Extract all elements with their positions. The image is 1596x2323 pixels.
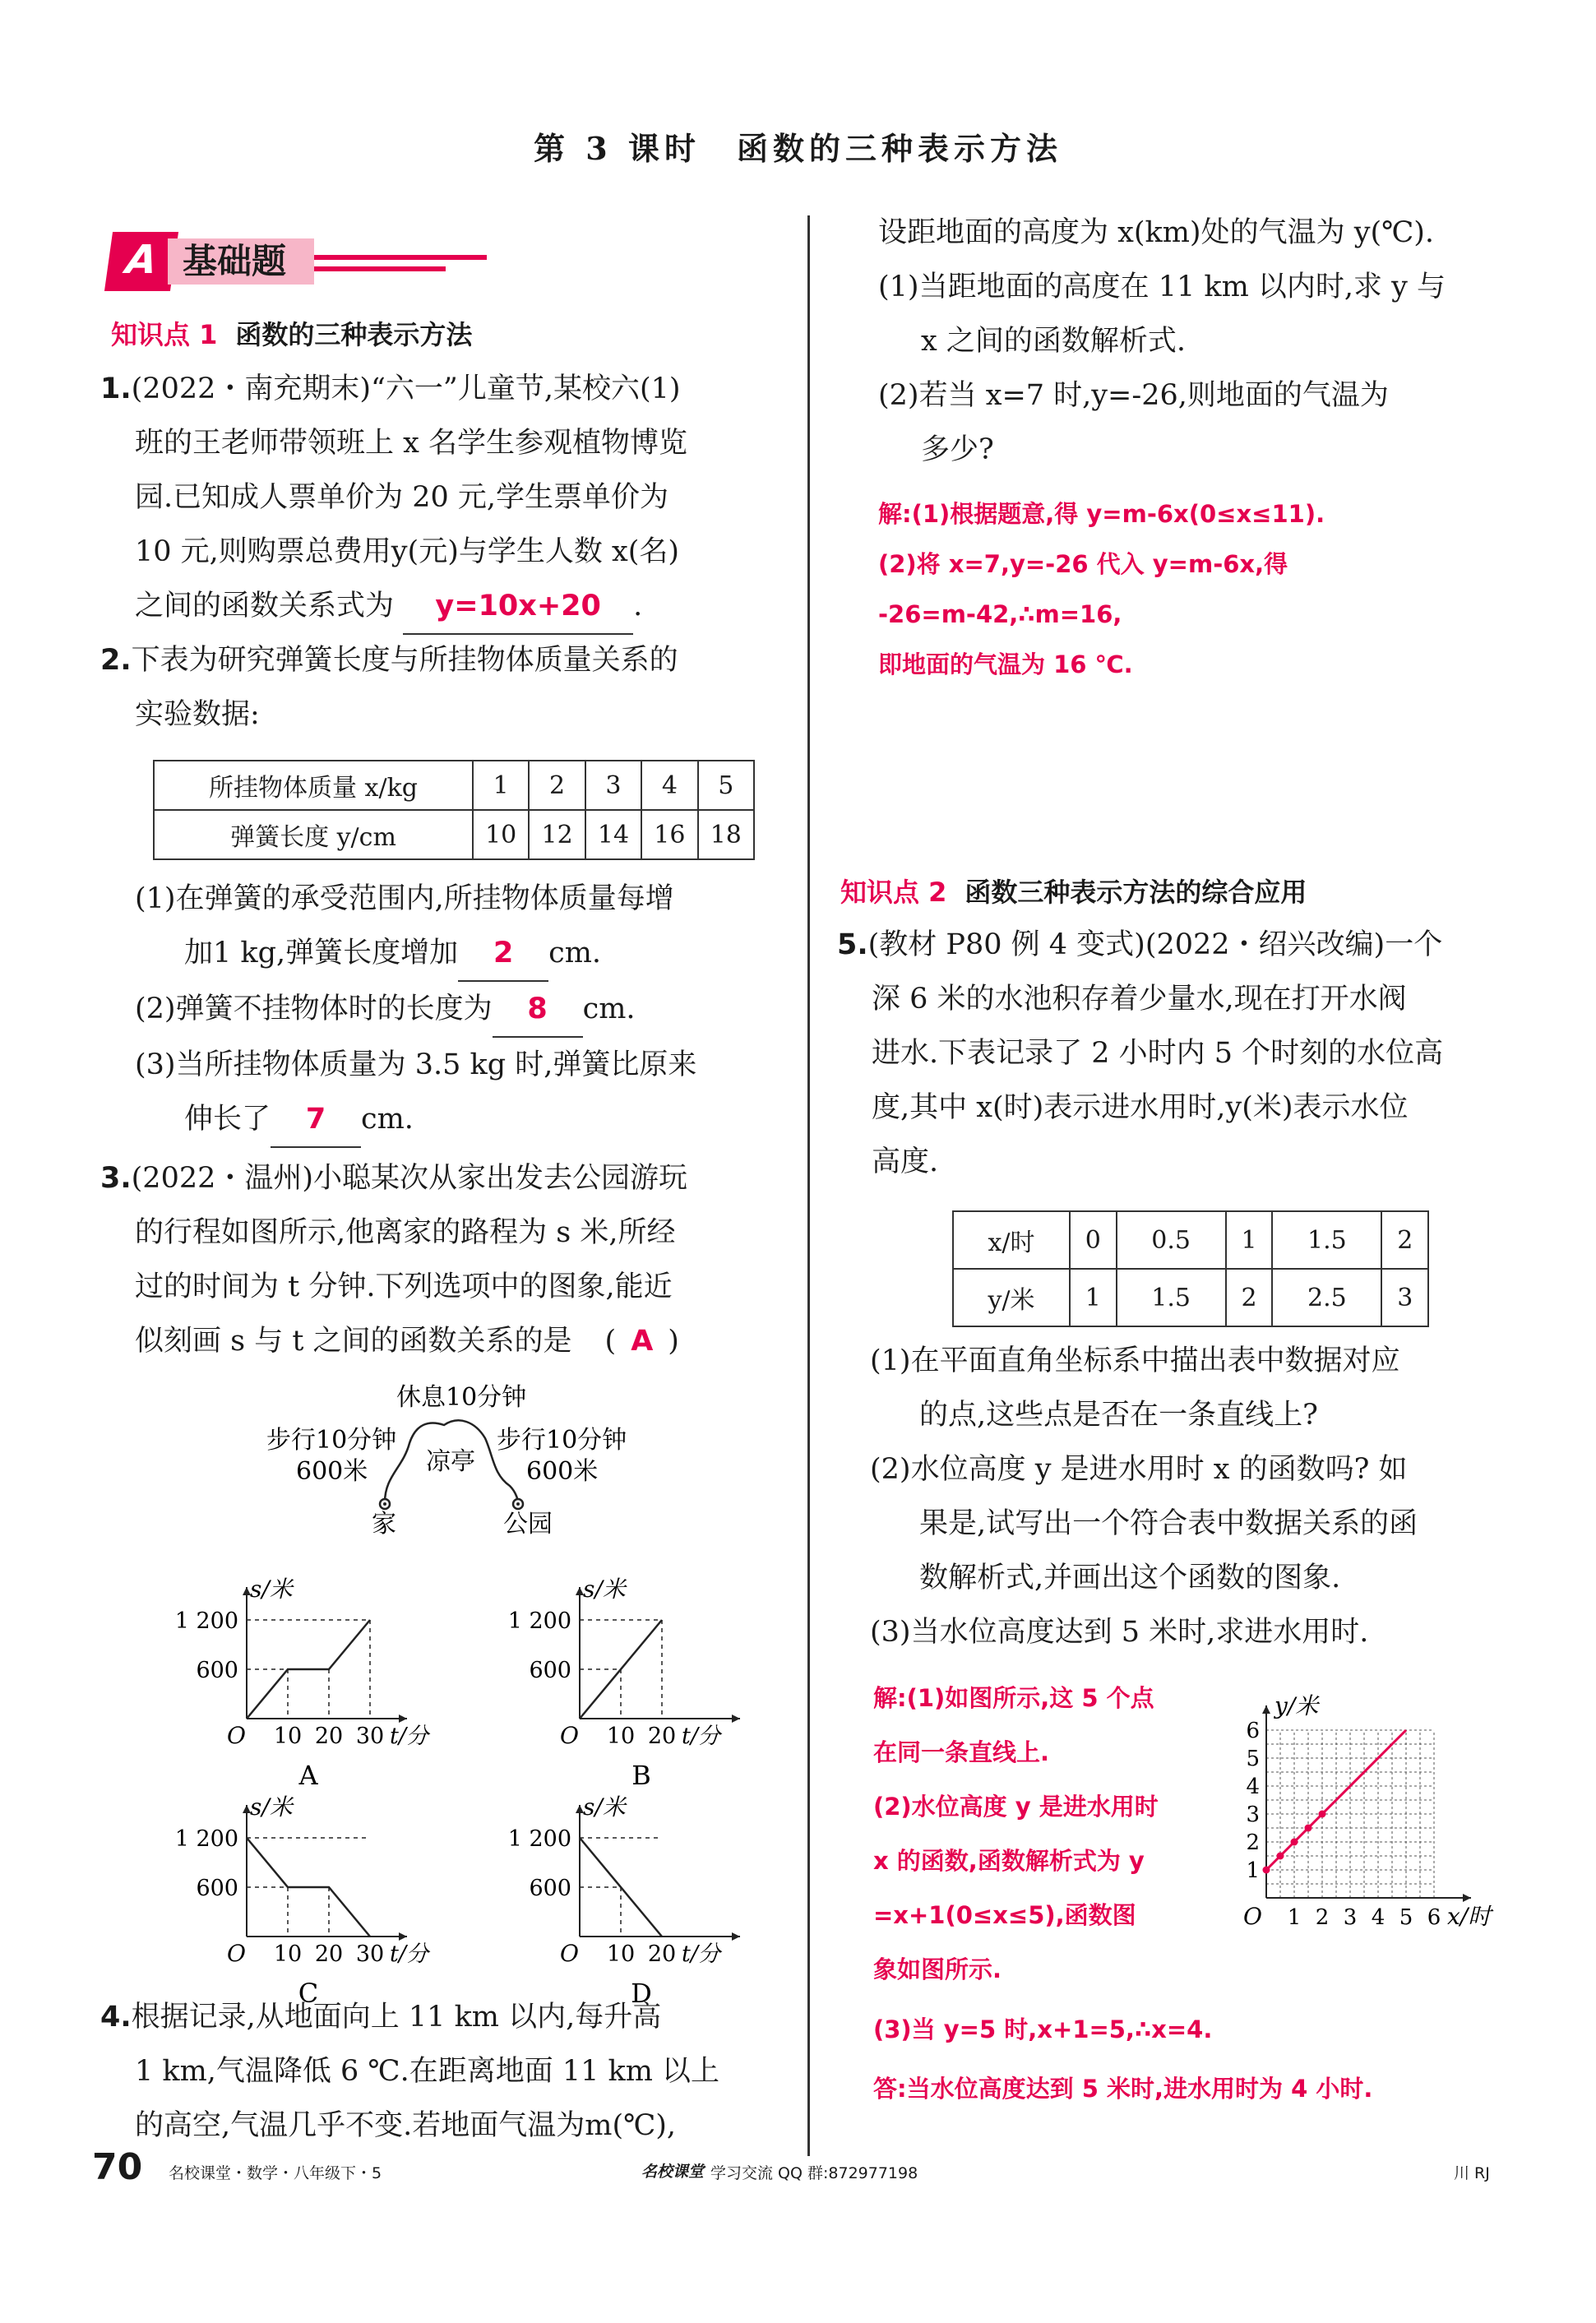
answer-blank: 7: [271, 1092, 361, 1148]
option-label: C: [298, 1978, 319, 2009]
table-cell: 2: [1381, 1211, 1428, 1269]
y-axis-label: s/米: [250, 1576, 293, 1603]
x-axis-arrow: [399, 1932, 407, 1941]
x-axis-arrow: [1463, 1894, 1471, 1902]
y-tick-label: 1 200: [174, 1826, 238, 1852]
y-tick-label: 3: [1246, 1802, 1260, 1827]
question-text: x 之间的函数解析式.: [921, 325, 1186, 358]
y-tick-label: 600: [196, 1876, 238, 1901]
data-point: [1291, 1839, 1298, 1846]
data-point: [1319, 1811, 1326, 1818]
x-tick-label: 20: [314, 1724, 344, 1749]
question-text: 的点,这些点是否在一条直线上?: [919, 1399, 1318, 1432]
x-tick-label: 2: [1315, 1905, 1330, 1930]
table-cell: 4: [641, 761, 697, 810]
solution-line: (3)当 y=5 时,x+1=5,∴x=4.: [873, 2015, 1213, 2043]
kp-label: 知识点 2: [840, 877, 947, 908]
table-cell: 5: [698, 761, 754, 810]
x-axis-label: t/分: [390, 1724, 428, 1749]
x-axis-label: t/分: [682, 1724, 720, 1749]
question-number: 3.: [100, 1162, 132, 1195]
x-tick-label: 30: [355, 1941, 385, 1967]
question-text: (1)在弹簧的承受范围内,所挂物体质量每增: [135, 882, 674, 915]
question-text: 似刻画 s 与 t 之间的函数关系的是: [135, 1325, 572, 1358]
question-text: (3)当所挂物体质量为 3.5 kg 时,弹簧比原来: [135, 1048, 697, 1081]
table-cell: 2: [529, 761, 585, 810]
question-text: (1)在平面直角坐标系中描出表中数据对应: [870, 1344, 1400, 1377]
table-cell: 2: [1226, 1269, 1273, 1326]
section-letter: A: [104, 232, 178, 291]
y-tick-label: 1 200: [174, 1608, 238, 1634]
table-cell: 12: [529, 810, 585, 859]
question-number: 5.: [837, 928, 868, 961]
origin-label: O: [560, 1722, 579, 1749]
data-point: [1277, 1853, 1284, 1860]
y-tick-label: 2: [1246, 1830, 1260, 1855]
question-text: 班的王老师带领班上 x 名学生参观植物博览: [135, 427, 687, 460]
question-text: (2)水位高度 y 是进水用时 x 的函数吗? 如: [870, 1453, 1408, 1486]
x-tick-label: 4: [1371, 1905, 1386, 1930]
x-tick-label: 20: [647, 1724, 677, 1749]
solution-line: -26=m-42,∴m=16,: [878, 600, 1122, 628]
table-cell: 2.5: [1272, 1269, 1381, 1326]
x-tick-label: 6: [1427, 1905, 1441, 1930]
diagram-label: 休息10分钟: [396, 1383, 527, 1412]
option-label: D: [631, 1978, 652, 2009]
route-diagram: [247, 1377, 674, 1542]
question-number: 1.: [100, 373, 132, 405]
option-label: A: [298, 1760, 318, 1791]
table-cell: 1: [1070, 1269, 1117, 1326]
solution-line: 解:(1)如图所示,这 5 个点: [873, 1684, 1154, 1712]
question-text: 加1 kg,弹簧长度增加: [184, 937, 459, 969]
question-text: (1)当距地面的高度在 11 km 以内时,求 y 与: [878, 271, 1446, 303]
question-number: 2.: [100, 644, 132, 677]
kp-title: 函数三种表示方法的综合应用: [965, 877, 1307, 908]
x-axis-label: x/时: [1447, 1903, 1492, 1930]
question-text: (3)当水位高度达到 5 米时,求进水用时.: [870, 1616, 1369, 1649]
y-axis-label: s/米: [583, 1793, 626, 1821]
x-tick-label: 20: [314, 1941, 344, 1967]
question-text: cm.: [548, 937, 602, 969]
question-text: 的行程如图所示,他离家的路程为 s 米,所经: [135, 1216, 676, 1249]
question-text: 数解析式,并画出这个函数的图象.: [919, 1562, 1341, 1594]
question-4: [100, 1990, 783, 2153]
table-cell: 3: [1381, 1269, 1428, 1326]
spring-table: [153, 760, 755, 860]
option-graph-b: [481, 1550, 761, 1791]
table-cell: 10: [473, 810, 529, 859]
x-tick-label: 10: [606, 1941, 636, 1967]
diagram-label: 家: [372, 1510, 396, 1539]
question-text: 之间的函数关系式为: [135, 590, 395, 622]
x-axis-label: t/分: [682, 1941, 720, 1967]
question-text: (2022・温州)小聪某次从家出发去公园游玩: [131, 1162, 688, 1195]
footer-qq: 学习交流 QQ 群:872977198: [710, 2164, 918, 2182]
solution-line: 在同一条直线上.: [873, 1738, 1050, 1766]
y-tick-label: 5: [1246, 1747, 1260, 1771]
question-text: 根据记录,从地面向上 11 km 以内,每升高: [131, 2001, 662, 2034]
table-cell: 1: [473, 761, 529, 810]
question-2: [100, 633, 783, 742]
x-axis-arrow: [732, 1932, 740, 1941]
question-text: 度,其中 x(时)表示进水用时,y(米)表示水位: [872, 1091, 1409, 1124]
badge-stripe: [314, 255, 487, 260]
x-tick-label: 3: [1343, 1905, 1358, 1930]
question-text: 1 km,气温降低 6 ℃.在距离地面 11 km 以上: [135, 2055, 720, 2088]
option-label: B: [631, 1760, 651, 1791]
question-5-solution-end: [873, 2000, 1547, 2118]
table-cell: 16: [641, 810, 697, 859]
question-text: 下表为研究弹簧长度与所挂物体质量关系的: [131, 644, 678, 677]
data-point: [1263, 1867, 1270, 1874]
question-text: (2)若当 x=7 时,y=-26,则地面的气温为: [878, 379, 1389, 412]
x-tick-label: 10: [273, 1724, 303, 1749]
question-text: (教材 P80 例 4 变式)(2022・绍兴改编)一个: [867, 928, 1443, 961]
solution-line: (2)水位高度 y 是进水用时: [873, 1793, 1159, 1821]
y-tick-label: 4: [1246, 1775, 1260, 1799]
question-2-parts: [135, 872, 784, 1148]
solution-line: x 的函数,函数解析式为 y: [873, 1847, 1145, 1875]
diagram-label: 凉亭: [426, 1447, 475, 1476]
water-level-table: [952, 1210, 1429, 1327]
solution-line: 象如图所示.: [873, 1955, 1002, 1983]
origin-label: O: [227, 1722, 246, 1749]
table-cell: 0: [1070, 1211, 1117, 1269]
solution-line: 即地面的气温为 16 ℃.: [878, 650, 1133, 678]
question-text: cm.: [361, 1103, 414, 1136]
diagram-label: 600米: [296, 1457, 368, 1486]
y-tick-label: 1: [1246, 1858, 1260, 1883]
x-axis-arrow: [399, 1714, 407, 1723]
question-5: [837, 918, 1544, 1189]
question-3: 3.(2022・温州)小聪某次从家出发去公园游玩 的行程如图所示,他离家的路程为 s 米,所经 过的时间为 t 分钟.下列选项中的图象,能近 似刻画 s 与 t 之间的函数关系的是 ( A ): [100, 1151, 783, 1368]
question-4-continued: [878, 206, 1536, 477]
question-text: 高度.: [872, 1145, 939, 1178]
question-text: (2022・南充期末)“六一”儿童节,某校六(1): [131, 373, 681, 405]
section-name: 基础题: [168, 238, 314, 285]
origin-label: O: [560, 1940, 579, 1967]
answer-blank: 2: [458, 926, 548, 982]
question-text: 果是,试写出一个符合表中数据关系的函: [919, 1507, 1418, 1540]
option-graph-a: [148, 1550, 428, 1791]
question-text: 伸长了: [184, 1103, 271, 1136]
answer-blank: y=10x+20: [403, 579, 633, 635]
table-cell: 1.5: [1117, 1269, 1226, 1326]
solution-line: =x+1(0≤x≤5),函数图: [873, 1901, 1136, 1929]
y-axis-label: s/米: [583, 1576, 626, 1603]
table-cell: 1.5: [1272, 1211, 1381, 1269]
answer-blank: 8: [493, 982, 583, 1038]
origin-label: O: [1243, 1903, 1262, 1930]
page-number: 70: [92, 2146, 143, 2188]
y-tick-label: 600: [196, 1658, 238, 1683]
column-divider: [807, 215, 810, 2156]
question-5-parts: [870, 1334, 1544, 1659]
data-point: [1305, 1825, 1312, 1832]
y-tick-label: 600: [529, 1658, 571, 1683]
x-tick-label: 10: [606, 1724, 636, 1749]
question-number: 4.: [100, 2001, 132, 2034]
footer-book: 名校课堂・数学・八年级下・5: [169, 2164, 382, 2182]
question-text: 实验数据:: [135, 698, 260, 731]
question-text: (2)弹簧不挂物体时的长度为: [135, 993, 493, 1025]
x-tick-label: 20: [647, 1941, 677, 1967]
answer-choice: A: [631, 1325, 654, 1358]
question-text: 过的时间为 t 分钟.下列选项中的图象,能近: [135, 1270, 673, 1303]
kp-title: 函数的三种表示方法: [235, 319, 473, 350]
solution-line: 答:当水位高度达到 5 米时,进水用时为 4 小时.: [873, 2075, 1373, 2103]
diagram-label: 公园: [503, 1510, 553, 1539]
diagram-label: 步行10分钟: [266, 1426, 397, 1455]
water-level-graph: [1233, 1677, 1546, 1949]
option-graph-c: [148, 1768, 428, 2009]
footer-edition: 川 RJ: [1454, 2164, 1490, 2182]
origin-label: O: [227, 1940, 246, 1967]
y-axis-label: s/米: [250, 1793, 293, 1821]
badge-stripe: [314, 266, 446, 271]
question-text: 10 元,则购票总费用y(元)与学生人数 x(名): [135, 535, 680, 568]
kp-label: 知识点 1: [111, 319, 218, 350]
question-4-solution: [878, 489, 1536, 690]
question-5-solution: [873, 1671, 1235, 1997]
option-graph-d: [481, 1768, 761, 2009]
x-tick-label: 10: [273, 1941, 303, 1967]
table-cell: 3: [585, 761, 641, 810]
question-text: 进水.下表记录了 2 小时内 5 个时刻的水位高: [872, 1037, 1444, 1070]
table-cell: 18: [698, 810, 754, 859]
x-axis-arrow: [732, 1714, 740, 1723]
diagram-label: 步行10分钟: [497, 1426, 627, 1455]
table-cell: 14: [585, 810, 641, 859]
question-1: [100, 362, 783, 635]
table-header: y/米: [953, 1269, 1070, 1326]
question-text: 园.已知成人票单价为 20 元,学生票单价为: [135, 481, 669, 514]
x-tick-label: 30: [355, 1724, 385, 1749]
y-tick-label: 600: [529, 1876, 571, 1901]
y-axis-arrow: [1262, 1705, 1270, 1714]
x-tick-label: 5: [1399, 1905, 1413, 1930]
table-header: 弹簧长度 y/cm: [154, 810, 473, 859]
y-axis-label: y/米: [1274, 1692, 1319, 1719]
table-header: x/时: [953, 1211, 1070, 1269]
footer-brand: 名校课堂: [641, 2163, 705, 2181]
y-tick-label: 1 200: [507, 1826, 571, 1852]
page-title: 第 3 课时 函数的三种表示方法: [534, 130, 1062, 167]
question-text: 多少?: [921, 433, 994, 466]
x-axis-label: t/分: [390, 1941, 428, 1967]
question-text: .: [633, 590, 643, 622]
knowledge-point-1: [111, 314, 472, 352]
question-text: 的高空,气温几乎不变.若地面气温为m(℃),: [135, 2109, 677, 2142]
question-text: cm.: [582, 993, 636, 1025]
solution-line: (2)将 x=7,y=-26 代入 y=m-6x,得: [878, 550, 1288, 578]
table-cell: 1: [1226, 1211, 1273, 1269]
diagram-label: 600米: [526, 1457, 599, 1486]
section-badge: [109, 232, 380, 291]
y-tick-label: 1 200: [507, 1608, 571, 1634]
solution-line: 解:(1)根据题意,得 y=m-6x(0≤x≤11).: [878, 500, 1325, 528]
y-tick-label: 6: [1246, 1719, 1260, 1743]
table-header: 所挂物体质量 x/kg: [154, 761, 473, 810]
question-text: 设距地面的高度为 x(km)处的气温为 y(℃).: [878, 216, 1435, 249]
x-tick-label: 1: [1287, 1905, 1302, 1930]
table-cell: 0.5: [1117, 1211, 1226, 1269]
question-text: 深 6 米的水池积存着少量水,现在打开水阀: [872, 983, 1407, 1016]
knowledge-point-2: [840, 872, 1307, 909]
